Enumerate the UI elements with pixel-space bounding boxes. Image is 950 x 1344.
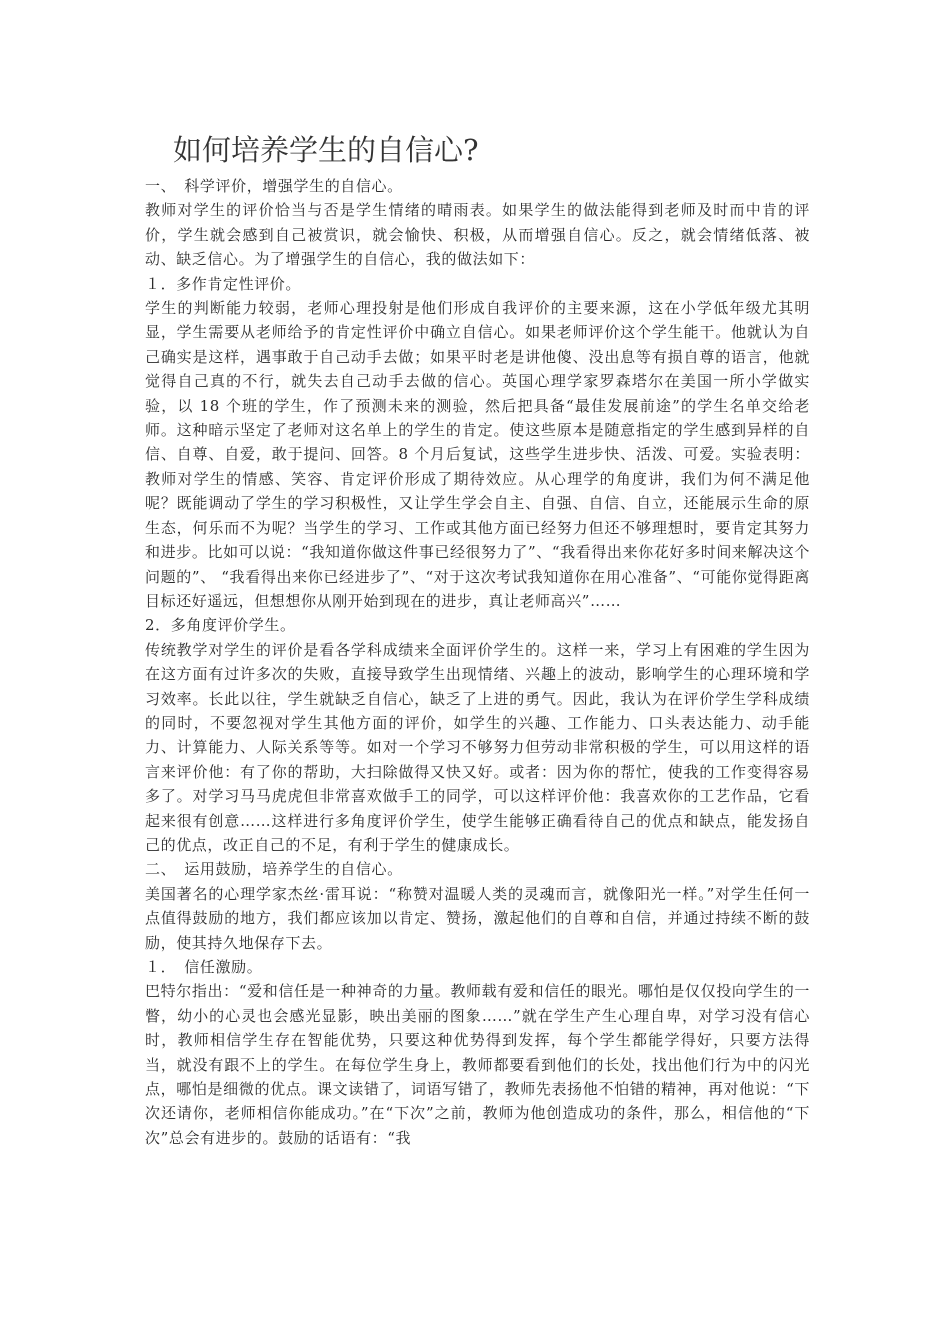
paragraph-positive-evaluation: 学生的判断能力较弱，老师心理投射是他们形成自我评价的主要来源，这在小学低年级尤其明显，学生需要从老师给予的肯定性评价中确立自信心。如果老师评价这个学生能干。他就认为自己确实是这样，遇事敢于自己动手去做；如果平时老是讲他傻、没出息等有损自尊的语言，他就觉得自己真的不行，就失去自己动手去做的信心。英国心理学家罗森塔尔在美国一所小学做实验，以 18 个班的学生，作了预测未来的测验，然后把具备“最佳发展前途”的学生名单交给老师。这种暗示坚定了老师对这名单上的学生的肯定。使这些原本是随意指定的学生感到异样的自信、自尊、自爱，敢于提问、回答。8 个月后复试，这些学生进步快、活泼、可爱。实验表明：教师对学生的情感、笑容、肯定评价形成了期待效应。从心理学的角度讲，我们为何不满足他呢？既能调动了学生的学习积极性，又让学生学会自主、自强、自信、自立，还能展示生命的原生态，何乐而不为呢？当学生的学习、工作或其他方面已经努力但还不够理想时，要肯定其努力和进步。比如可以说：“我知道你做这件事已经很努力了”、“我看得出来你花好多时间来解决这个问题的”、 “我看得出来你已经进步了”、“对于这次考试我知道你在用心准备”、“可能你觉得距离目标还好遥远，但想想你从刚开始到现在的进步，真让老师高兴”……: [145, 299, 810, 610]
paragraph-trust-motivation: 巴特尔指出：“爱和信任是一种神奇的力量。教师载有爱和信任的眼光。哪怕是仅仅投向学生的一瞥，幼小的心灵也会感光显影，映出美丽的图象……”就在学生产生心理自卑，对学习没有信心时，教师相信学生存在智能优势，只要这种优势得到发挥，每个学生都能学得好，只要方法得当，就没有跟不上的学生。在每位学生身上，教师都要看到他们的长处，找出他们行为中的闪光点，哪怕是细微的优点。课文读错了，词语写错了，教师先表扬他不怕错的精神，再对他说：“下次还请你，老师相信你能成功。”在“下次”之前，教师为他创造成功的条件，那么，相信他的“下次”总会有进步的。鼓励的话语有：“我: [145, 982, 810, 1147]
subheading-1-2: 2．多角度评价学生。: [145, 616, 296, 635]
paragraph-intro: 教师对学生的评价恰当与否是学生情绪的晴雨表。如果学生的做法能得到老师及时而中肯的评价，学生就会感到自己被赏识，就会愉快、积极，从而增强自信心。反之，就会情绪低落、被动、缺乏信心。为了增强学生的自信心，我的做法如下：: [145, 201, 810, 269]
paragraph-multi-angle-evaluation: 传统教学对学生的评价是看各学科成绩来全面评价学生的。这样一来，学习上有困难的学生因为在这方面有过许多次的失败，直接导致学生出现情绪、兴趣上的波动，影响学生的心理环境和学习效率。长此以往，学生就缺乏自信心，缺乏了上进的勇气。因此，我认为在评价学生学科成绩的同时，不要忽视对学生其他方面的评价，如学生的兴趣、工作能力、口头表达能力、动手能力、计算能力、人际关系等等。如对一个学习不够努力但劳动非常积极的学生，可以用这样的语言来评价他：有了你的帮助，大扫除做得又快又好。或者：因为你的帮忙，使我的工作变得容易多了。对学习马马虎虎但非常喜欢做手工的同学，可以这样评价他：我喜欢你的工艺作品，它看起来很有创意……这样进行多角度评价学生，使学生能够正确看待自己的优点和缺点，能发扬自己的优点，改正自己的不足，有利于学生的健康成长。: [145, 640, 810, 854]
subheading-2-1: １． 信任激励。: [145, 958, 263, 976]
section-heading-1: 一、 科学评价，增强学生的自信心。: [145, 177, 403, 195]
document-page: [145, 130, 810, 1150]
document-title: 如何培养学生的自信心?: [173, 133, 479, 167]
subheading-1-1: １．多作肯定性评价。: [145, 274, 302, 293]
paragraph-encouragement: 美国著名的心理学家杰丝·雷耳说：“称赞对温暖人类的灵魂而言，就像阳光一样。”对学生任何一点值得鼓励的地方，我们都应该加以肯定、赞扬，激起他们的自尊和自信，并通过持续不断的鼓励，使其持久地保存下去。: [145, 884, 810, 952]
section-heading-2: 二、 运用鼓励，培养学生的自信心。: [145, 860, 403, 879]
